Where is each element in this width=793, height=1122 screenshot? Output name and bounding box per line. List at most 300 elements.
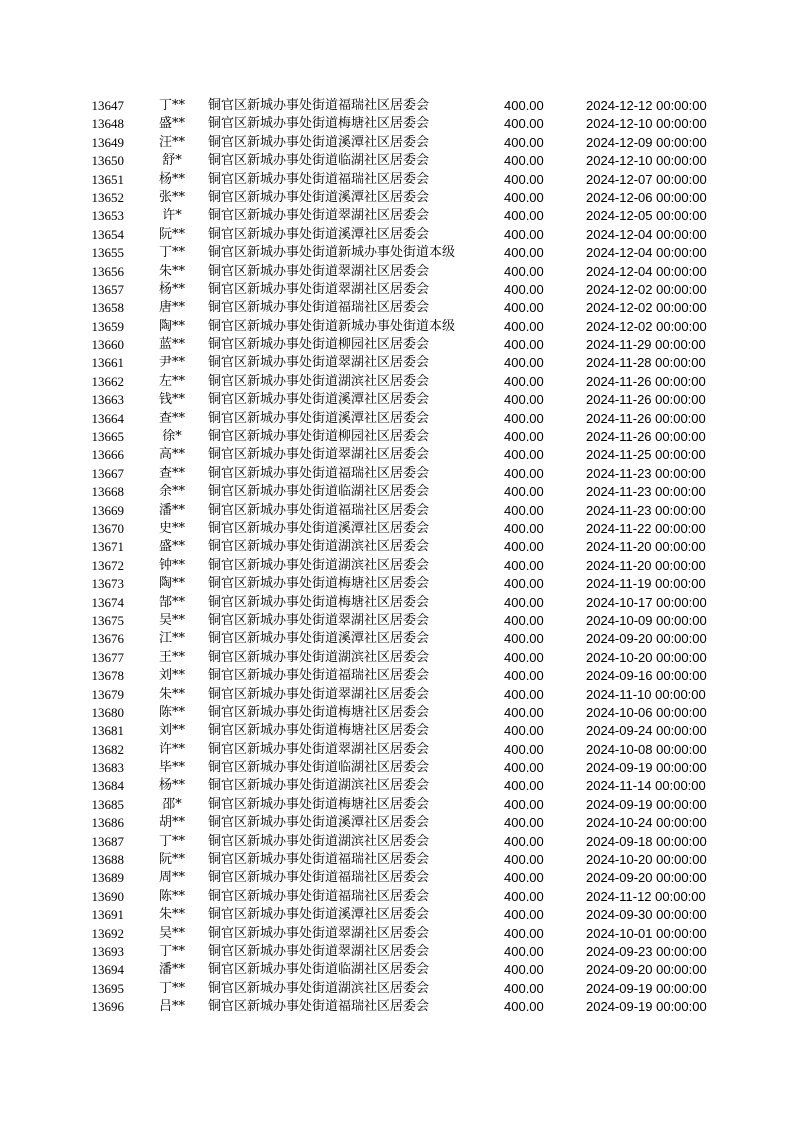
community-org: 铜官区新城办事处街道柳园社区居委会 <box>208 337 430 353</box>
payment-date: 2024-11-26 00:00:00 <box>586 392 706 408</box>
community-org: 铜官区新城办事处街道福瑞社区居委会 <box>208 888 430 904</box>
table-row <box>0 115 793 133</box>
recipient-name: 尹** <box>158 355 185 371</box>
record-id: 13656 <box>91 263 124 279</box>
table-row <box>0 906 793 924</box>
amount: 400.00 <box>504 576 544 592</box>
payment-date: 2024-11-26 00:00:00 <box>586 373 706 389</box>
record-id: 13670 <box>91 520 124 536</box>
recipient-name: 丁** <box>158 833 185 849</box>
payment-date: 2024-11-19 00:00:00 <box>586 576 706 592</box>
table-row <box>0 318 793 336</box>
payment-date: 2024-12-09 00:00:00 <box>586 134 707 150</box>
recipient-name: 高** <box>158 447 185 463</box>
payment-date: 2024-12-12 00:00:00 <box>586 98 707 113</box>
record-id: 13660 <box>91 337 124 353</box>
table-row <box>0 502 793 520</box>
record-id: 13672 <box>91 557 124 573</box>
community-org: 铜官区新城办事处街道翠湖社区居委会 <box>208 612 430 628</box>
table-row <box>0 152 793 170</box>
amount: 400.00 <box>504 153 544 169</box>
recipient-name: 吴** <box>158 925 185 941</box>
table-row <box>0 428 793 446</box>
community-org: 铜官区新城办事处街道临湖社区居委会 <box>208 153 430 169</box>
recipient-name: 吴** <box>158 612 185 628</box>
community-org: 铜官区新城办事处街道新城办事处街道本级 <box>208 245 456 261</box>
table-row <box>0 207 793 225</box>
community-org: 铜官区新城办事处街道翠湖社区居委会 <box>208 281 430 297</box>
table-row <box>0 777 793 795</box>
recipient-name: 陈** <box>158 704 185 720</box>
recipient-name: 杨** <box>158 778 185 794</box>
recipient-name: 蓝** <box>158 337 185 353</box>
record-id: 13674 <box>91 594 124 610</box>
payment-date: 2024-09-23 00:00:00 <box>586 943 707 959</box>
amount: 400.00 <box>504 925 544 941</box>
payment-date: 2024-12-04 00:00:00 <box>586 226 707 242</box>
recipient-name: 盛** <box>158 116 185 132</box>
recipient-name: 刘** <box>158 723 185 739</box>
payment-date: 2024-12-05 00:00:00 <box>586 208 707 224</box>
record-id: 13669 <box>91 502 124 518</box>
amount: 400.00 <box>504 373 544 389</box>
table-row <box>0 814 793 832</box>
table-row <box>0 649 793 667</box>
payment-date: 2024-11-29 00:00:00 <box>586 337 706 353</box>
community-org: 铜官区新城办事处街道梅塘社区居委会 <box>208 723 430 739</box>
record-id: 13649 <box>91 134 124 150</box>
community-org: 铜官区新城办事处街道溪潭社区居委会 <box>208 226 430 242</box>
community-org: 铜官区新城办事处街道湖滨社区居委会 <box>208 980 430 996</box>
amount: 400.00 <box>504 888 544 904</box>
payment-date: 2024-11-20 00:00:00 <box>586 557 706 573</box>
community-org: 铜官区新城办事处街道翠湖社区居委会 <box>208 263 430 279</box>
record-id: 13685 <box>91 796 124 812</box>
table-row <box>0 483 793 501</box>
table-row <box>0 336 793 354</box>
amount: 400.00 <box>504 465 544 481</box>
recipient-name: 郜** <box>158 594 185 610</box>
recipient-name: 许** <box>158 741 185 757</box>
recipient-name: 余** <box>158 484 185 500</box>
community-org: 铜官区新城办事处街道溪潭社区居委会 <box>208 134 430 150</box>
table-row <box>0 943 793 961</box>
table-row <box>0 557 793 575</box>
recipient-name: 杨** <box>158 171 185 187</box>
record-id: 13688 <box>91 852 124 868</box>
payment-date: 2024-11-12 00:00:00 <box>586 888 706 904</box>
table-row <box>0 263 793 281</box>
payment-date: 2024-09-30 00:00:00 <box>586 907 707 923</box>
payment-date: 2024-12-06 00:00:00 <box>586 189 707 205</box>
community-org: 铜官区新城办事处街道梅塘社区居委会 <box>208 594 430 610</box>
payment-date: 2024-12-04 00:00:00 <box>586 245 707 261</box>
table-row <box>0 741 793 759</box>
community-org: 铜官区新城办事处街道临湖社区居委会 <box>208 962 430 978</box>
recipient-name: 潘** <box>158 502 185 518</box>
record-id: 13657 <box>91 281 124 297</box>
amount: 400.00 <box>504 649 544 665</box>
amount: 400.00 <box>504 760 544 776</box>
payment-date: 2024-09-24 00:00:00 <box>586 723 707 739</box>
payment-date: 2024-12-02 00:00:00 <box>586 318 707 334</box>
community-org: 铜官区新城办事处街道翠湖社区居委会 <box>208 943 430 959</box>
community-org: 铜官区新城办事处街道福瑞社区居委会 <box>208 465 430 481</box>
payment-date: 2024-10-01 00:00:00 <box>586 925 707 941</box>
record-id: 13691 <box>91 907 124 923</box>
record-id: 13677 <box>91 649 124 665</box>
community-org: 铜官区新城办事处街道梅塘社区居委会 <box>208 576 430 592</box>
record-id: 13695 <box>91 980 124 996</box>
record-id: 13647 <box>91 98 124 113</box>
amount: 400.00 <box>504 668 544 684</box>
payment-date: 2024-11-25 00:00:00 <box>586 447 706 463</box>
record-id: 13667 <box>91 465 124 481</box>
amount: 400.00 <box>504 539 544 555</box>
record-id: 13689 <box>91 870 124 886</box>
amount: 400.00 <box>504 594 544 610</box>
community-org: 铜官区新城办事处街道福瑞社区居委会 <box>208 668 430 684</box>
table-row <box>0 704 793 722</box>
record-id: 13683 <box>91 760 124 776</box>
community-org: 铜官区新城办事处街道福瑞社区居委会 <box>208 171 430 187</box>
record-id: 13653 <box>91 208 124 224</box>
table-row <box>0 759 793 777</box>
recipient-name: 汪** <box>158 134 185 150</box>
table-row <box>0 961 793 979</box>
record-id: 13658 <box>91 300 124 316</box>
recipient-name: 许* <box>162 208 182 224</box>
record-id: 13682 <box>91 741 124 757</box>
recipient-name: 丁** <box>158 98 185 113</box>
table-row <box>0 171 793 189</box>
community-org: 铜官区新城办事处街道溪潭社区居委会 <box>208 410 430 426</box>
amount: 400.00 <box>504 226 544 242</box>
record-id: 13693 <box>91 943 124 959</box>
table-row <box>0 575 793 593</box>
amount: 400.00 <box>504 318 544 334</box>
payment-date: 2024-10-20 00:00:00 <box>586 852 707 868</box>
amount: 400.00 <box>504 870 544 886</box>
community-org: 铜官区新城办事处街道福瑞社区居委会 <box>208 502 430 518</box>
payment-date: 2024-12-07 00:00:00 <box>586 171 707 187</box>
community-org: 铜官区新城办事处街道福瑞社区居委会 <box>208 98 430 113</box>
community-org: 铜官区新城办事处街道新城办事处街道本级 <box>208 318 456 334</box>
recipient-name: 朱** <box>158 907 185 923</box>
recipient-name: 朱** <box>158 263 185 279</box>
record-id: 13663 <box>91 392 124 408</box>
community-org: 铜官区新城办事处街道湖滨社区居委会 <box>208 557 430 573</box>
amount: 400.00 <box>504 852 544 868</box>
payment-date: 2024-12-04 00:00:00 <box>586 263 707 279</box>
community-org: 铜官区新城办事处街道湖滨社区居委会 <box>208 833 430 849</box>
recipient-name: 查** <box>158 410 185 426</box>
recipient-name: 徐* <box>162 429 182 445</box>
table-row <box>0 851 793 869</box>
payment-date: 2024-09-20 00:00:00 <box>586 962 707 978</box>
community-org: 铜官区新城办事处街道湖滨社区居委会 <box>208 539 430 555</box>
amount: 400.00 <box>504 980 544 996</box>
table-row <box>0 373 793 391</box>
recipient-name: 王** <box>158 649 185 665</box>
record-id: 13681 <box>91 723 124 739</box>
table-row <box>0 667 793 685</box>
record-id: 13655 <box>91 245 124 261</box>
record-id: 13684 <box>91 778 124 794</box>
community-org: 铜官区新城办事处街道溪潭社区居委会 <box>208 189 430 205</box>
amount: 400.00 <box>504 116 544 132</box>
payment-date: 2024-09-20 00:00:00 <box>586 870 707 886</box>
record-id: 13648 <box>91 116 124 132</box>
payment-date: 2024-11-10 00:00:00 <box>586 686 706 702</box>
table-row <box>0 686 793 704</box>
record-id: 13662 <box>91 373 124 389</box>
recipient-name: 钱** <box>158 392 185 408</box>
record-id: 13678 <box>91 668 124 684</box>
amount: 400.00 <box>504 300 544 316</box>
payment-table <box>0 97 793 1017</box>
payment-date: 2024-09-19 00:00:00 <box>586 980 707 996</box>
amount: 400.00 <box>504 337 544 353</box>
payment-date: 2024-09-16 00:00:00 <box>586 668 707 684</box>
payment-date: 2024-11-23 00:00:00 <box>586 465 706 481</box>
payment-date: 2024-11-23 00:00:00 <box>586 502 706 518</box>
payment-date: 2024-12-10 00:00:00 <box>586 116 707 132</box>
table-row <box>0 189 793 207</box>
recipient-name: 朱** <box>158 686 185 702</box>
payment-date: 2024-10-24 00:00:00 <box>586 815 707 831</box>
table-row <box>0 465 793 483</box>
recipient-name: 陶** <box>158 576 185 592</box>
payment-date: 2024-11-28 00:00:00 <box>586 355 706 371</box>
recipient-name: 邵* <box>162 796 182 812</box>
community-org: 铜官区新城办事处街道湖滨社区居委会 <box>208 649 430 665</box>
community-org: 铜官区新城办事处街道福瑞社区居委会 <box>208 300 430 316</box>
amount: 400.00 <box>504 796 544 812</box>
record-id: 13652 <box>91 189 124 205</box>
record-id: 13687 <box>91 833 124 849</box>
recipient-name: 张** <box>158 189 185 205</box>
community-org: 铜官区新城办事处街道溪潭社区居委会 <box>208 631 430 647</box>
payment-date: 2024-12-02 00:00:00 <box>586 300 707 316</box>
record-id: 13692 <box>91 925 124 941</box>
record-id: 13666 <box>91 447 124 463</box>
table-row <box>0 281 793 299</box>
recipient-name: 丁** <box>158 980 185 996</box>
record-id: 13668 <box>91 484 124 500</box>
record-id: 13679 <box>91 686 124 702</box>
table-row <box>0 925 793 943</box>
community-org: 铜官区新城办事处街道福瑞社区居委会 <box>208 999 430 1015</box>
community-org: 铜官区新城办事处街道溪潭社区居委会 <box>208 815 430 831</box>
recipient-name: 盛** <box>158 539 185 555</box>
community-org: 铜官区新城办事处街道翠湖社区居委会 <box>208 355 430 371</box>
amount: 400.00 <box>504 962 544 978</box>
table-row <box>0 226 793 244</box>
amount: 400.00 <box>504 447 544 463</box>
record-id: 13686 <box>91 815 124 831</box>
amount: 400.00 <box>504 833 544 849</box>
recipient-name: 舒* <box>162 153 182 169</box>
community-org: 铜官区新城办事处街道溪潭社区居委会 <box>208 520 430 536</box>
community-org: 铜官区新城办事处街道溪潭社区居委会 <box>208 392 430 408</box>
community-org: 铜官区新城办事处街道翠湖社区居委会 <box>208 208 430 224</box>
table-row <box>0 134 793 152</box>
payment-date: 2024-09-19 00:00:00 <box>586 796 707 812</box>
amount: 400.00 <box>504 778 544 794</box>
table-row <box>0 630 793 648</box>
amount: 400.00 <box>504 134 544 150</box>
amount: 400.00 <box>504 245 544 261</box>
amount: 400.00 <box>504 631 544 647</box>
record-id: 13661 <box>91 355 124 371</box>
record-id: 13694 <box>91 962 124 978</box>
amount: 400.00 <box>504 520 544 536</box>
payment-date: 2024-09-19 00:00:00 <box>586 999 707 1015</box>
amount: 400.00 <box>504 392 544 408</box>
amount: 400.00 <box>504 98 544 113</box>
community-org: 铜官区新城办事处街道柳园社区居委会 <box>208 429 430 445</box>
community-org: 铜官区新城办事处街道福瑞社区居委会 <box>208 870 430 886</box>
recipient-name: 杨** <box>158 281 185 297</box>
table-row <box>0 391 793 409</box>
recipient-name: 阮** <box>158 226 185 242</box>
amount: 400.00 <box>504 723 544 739</box>
amount: 400.00 <box>504 704 544 720</box>
table-row <box>0 538 793 556</box>
table-row <box>0 354 793 372</box>
recipient-name: 江** <box>158 631 185 647</box>
amount: 400.00 <box>504 741 544 757</box>
community-org: 铜官区新城办事处街道湖滨社区居委会 <box>208 778 430 794</box>
amount: 400.00 <box>504 686 544 702</box>
amount: 400.00 <box>504 429 544 445</box>
recipient-name: 唐** <box>158 300 185 316</box>
payment-date: 2024-10-08 00:00:00 <box>586 741 707 757</box>
community-org: 铜官区新城办事处街道翠湖社区居委会 <box>208 447 430 463</box>
community-org: 铜官区新城办事处街道翠湖社区居委会 <box>208 741 430 757</box>
community-org: 铜官区新城办事处街道梅塘社区居委会 <box>208 796 430 812</box>
record-id: 13675 <box>91 612 124 628</box>
amount: 400.00 <box>504 907 544 923</box>
recipient-name: 丁** <box>158 245 185 261</box>
payment-date: 2024-11-26 00:00:00 <box>586 429 706 445</box>
record-id: 13696 <box>91 999 124 1015</box>
record-id: 13690 <box>91 888 124 904</box>
community-org: 铜官区新城办事处街道梅塘社区居委会 <box>208 116 430 132</box>
payment-date: 2024-12-02 00:00:00 <box>586 281 707 297</box>
community-org: 铜官区新城办事处街道临湖社区居委会 <box>208 760 430 776</box>
amount: 400.00 <box>504 189 544 205</box>
payment-date: 2024-10-09 00:00:00 <box>586 612 707 628</box>
payment-date: 2024-10-17 00:00:00 <box>586 594 707 610</box>
payment-date: 2024-11-22 00:00:00 <box>586 520 706 536</box>
community-org: 铜官区新城办事处街道福瑞社区居委会 <box>208 852 430 868</box>
record-id: 13665 <box>91 429 124 445</box>
record-id: 13664 <box>91 410 124 426</box>
table-row <box>0 410 793 428</box>
amount: 400.00 <box>504 815 544 831</box>
table-row <box>0 299 793 317</box>
amount: 400.00 <box>504 943 544 959</box>
community-org: 铜官区新城办事处街道翠湖社区居委会 <box>208 925 430 941</box>
amount: 400.00 <box>504 281 544 297</box>
recipient-name: 阮** <box>158 852 185 868</box>
payment-date: 2024-11-14 00:00:00 <box>586 778 706 794</box>
recipient-name: 周** <box>158 870 185 886</box>
recipient-name: 查** <box>158 465 185 481</box>
record-id: 13651 <box>91 171 124 187</box>
table-row <box>0 998 793 1016</box>
payment-date: 2024-09-18 00:00:00 <box>586 833 707 849</box>
record-id: 13671 <box>91 539 124 555</box>
payment-date: 2024-11-20 00:00:00 <box>586 539 706 555</box>
amount: 400.00 <box>504 208 544 224</box>
community-org: 铜官区新城办事处街道临湖社区居委会 <box>208 484 430 500</box>
recipient-name: 吕** <box>158 999 185 1015</box>
recipient-name: 钟** <box>158 557 185 573</box>
table-row <box>0 97 793 115</box>
table-row <box>0 612 793 630</box>
payment-date: 2024-11-26 00:00:00 <box>586 410 706 426</box>
table-row <box>0 244 793 262</box>
table-row <box>0 722 793 740</box>
record-id: 13659 <box>91 318 124 334</box>
amount: 400.00 <box>504 502 544 518</box>
table-row <box>0 520 793 538</box>
recipient-name: 毕** <box>158 760 185 776</box>
amount: 400.00 <box>504 263 544 279</box>
record-id: 13673 <box>91 576 124 592</box>
record-id: 13654 <box>91 226 124 242</box>
community-org: 铜官区新城办事处街道溪潭社区居委会 <box>208 907 430 923</box>
amount: 400.00 <box>504 355 544 371</box>
payment-date: 2024-09-19 00:00:00 <box>586 760 707 776</box>
recipient-name: 陶** <box>158 318 185 334</box>
recipient-name: 左** <box>158 373 185 389</box>
recipient-name: 潘** <box>158 962 185 978</box>
amount: 400.00 <box>504 171 544 187</box>
table-row <box>0 888 793 906</box>
community-org: 铜官区新城办事处街道梅塘社区居委会 <box>208 704 430 720</box>
record-id: 13676 <box>91 631 124 647</box>
table-row <box>0 446 793 464</box>
record-id: 13680 <box>91 704 124 720</box>
recipient-name: 胡** <box>158 815 185 831</box>
payment-date: 2024-10-06 00:00:00 <box>586 704 707 720</box>
recipient-name: 陈** <box>158 888 185 904</box>
table-row <box>0 980 793 998</box>
recipient-name: 刘** <box>158 668 185 684</box>
amount: 400.00 <box>504 612 544 628</box>
community-org: 铜官区新城办事处街道翠湖社区居委会 <box>208 686 430 702</box>
amount: 400.00 <box>504 999 544 1015</box>
table-row <box>0 833 793 851</box>
recipient-name: 史** <box>158 520 185 536</box>
table-row <box>0 796 793 814</box>
record-id: 13650 <box>91 153 124 169</box>
amount: 400.00 <box>504 410 544 426</box>
amount: 400.00 <box>504 484 544 500</box>
table-row <box>0 869 793 887</box>
payment-date: 2024-10-20 00:00:00 <box>586 649 707 665</box>
table-row <box>0 594 793 612</box>
recipient-name: 丁** <box>158 943 185 959</box>
payment-date: 2024-11-23 00:00:00 <box>586 484 706 500</box>
payment-date: 2024-12-10 00:00:00 <box>586 153 707 169</box>
payment-date: 2024-09-20 00:00:00 <box>586 631 707 647</box>
community-org: 铜官区新城办事处街道湖滨社区居委会 <box>208 373 430 389</box>
